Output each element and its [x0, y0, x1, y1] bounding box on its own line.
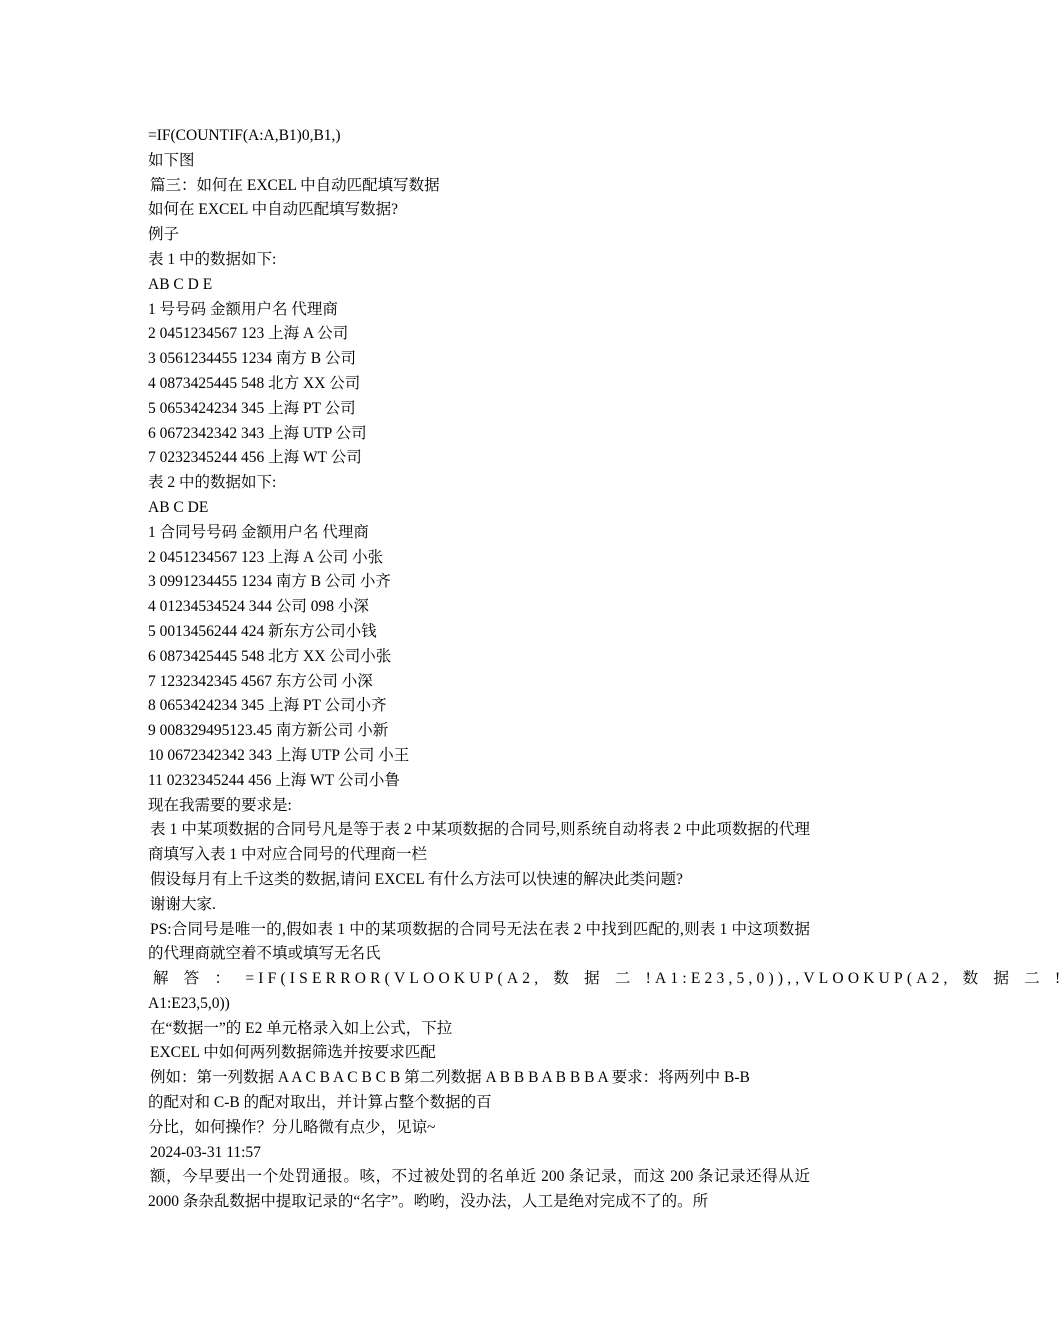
table1-caption: 表 1 中的数据如下:	[148, 250, 277, 268]
table2-row: 6 0873425445 548 北方 XX 公司小张	[148, 647, 392, 665]
table2-row: 5 0013456244 424 新东方公司小钱	[148, 622, 377, 640]
section-heading-2: EXCEL 中如何两列数据筛选并按要求匹配	[150, 1044, 436, 1062]
table2-row: 7 1232342345 4567 东方公司 小深	[148, 672, 373, 690]
requirement-intro: 现在我需要的要求是:	[148, 796, 292, 814]
table1-row: 2 0451234567 123 上海 A 公司	[148, 325, 349, 343]
table1-row: 1 号号码 金额用户名 代理商	[148, 300, 338, 318]
table2-row: 11 0232345244 456 上海 WT 公司小鲁	[148, 771, 400, 789]
question-title: 如何在 EXCEL 中自动匹配填写数据?	[148, 201, 398, 219]
table1-row: 3 0561234455 1234 南方 B 公司	[148, 350, 356, 368]
table2-row: 10 0672342342 343 上海 UTP 公司 小王	[148, 746, 410, 764]
section-heading: 篇三：如何在 EXCEL 中自动匹配填写数据	[150, 176, 440, 194]
example-line: 例如：第一列数据 A A C B A C B C B 第二列数据 A B B B A B B B A 要求：将两列中 B-B	[150, 1069, 750, 1087]
answer-formula-line	[148, 967, 1064, 992]
question-line: 假设每月有上千这类的数据,请问 EXCEL 有什么方法可以快速的解决此类问题?	[150, 870, 683, 888]
answer-formula-continuation: A1:E23,5,0))	[148, 994, 230, 1012]
text-line: 例子	[148, 226, 180, 244]
document-body	[148, 124, 1064, 1215]
table2-row: 3 0991234455 1234 南方 B 公司 小齐	[148, 573, 391, 591]
text-line: 如下图	[148, 151, 195, 169]
thanks-line: 谢谢大家.	[150, 895, 216, 913]
answer-formula-text: 解 答 ： =IF(ISERROR(VLOOKUP(A2, 数 据 二 !A1:E23,5,0)),,VLOOKUP(A2, 数 据 二 !	[153, 970, 1064, 988]
table2-row: 8 0653424234 345 上海 PT 公司小齐	[148, 697, 387, 715]
table2-row: 4 01234534524 344 公司 098 小深	[148, 598, 369, 616]
table1-row: 5 0653424234 345 上海 PT 公司	[148, 399, 356, 417]
formula-line: =IF(COUNTIF(A:A,B1)0,B1,)	[148, 127, 341, 144]
instruction-line: 在“数据一”的 E2 单元格录入如上公式，下拉	[150, 1019, 453, 1037]
table2-row: 9 008329495123.45 南方新公司 小新	[148, 722, 389, 740]
table1-row: 7 0232345244 456 上海 WT 公司	[148, 449, 362, 467]
ps-paragraph: PS:合同号是唯一的,假如表 1 中的某项数据的合同号无法在表 2 中找到匹配的,则表 1 中这项数据的代理商就空着不填或填写无名氏	[148, 920, 810, 963]
requirement-paragraph: 表 1 中某项数据的合同号凡是等于表 2 中某项数据的合同号,则系统自动将表 2 中此项数据的代理商填写入表 1 中对应合同号的代理商一栏	[148, 821, 810, 864]
table2-row: 2 0451234567 123 上海 A 公司 小张	[148, 548, 384, 566]
table1-columns: AB C D E	[148, 275, 213, 293]
table1-row: 6 0672342342 343 上海 UTP 公司	[148, 424, 367, 442]
table2-row: 1 合同号号码 金额用户名 代理商	[148, 523, 369, 541]
table1-row: 4 0873425445 548 北方 XX 公司	[148, 374, 361, 392]
example-continuation: 的配对和 C-B 的配对取出，并计算占整个数据的百	[148, 1094, 492, 1112]
final-paragraph: 额，今早要出一个处罚通报。咳，不过被处罚的名单近 200 条记录，而这 200 条记录还得从近 2000 条杂乱数据中提取记录的“名字”。哟哟，没办法，人工是绝对完成不了的。所	[148, 1168, 810, 1211]
table2-caption: 表 2 中的数据如下:	[148, 474, 277, 492]
timestamp: 2024-03-31 11:57	[150, 1143, 261, 1161]
percent-line: 分比，如何操作？分儿略微有点少，见谅~	[148, 1118, 436, 1136]
table2-columns: AB C DE	[148, 498, 209, 516]
